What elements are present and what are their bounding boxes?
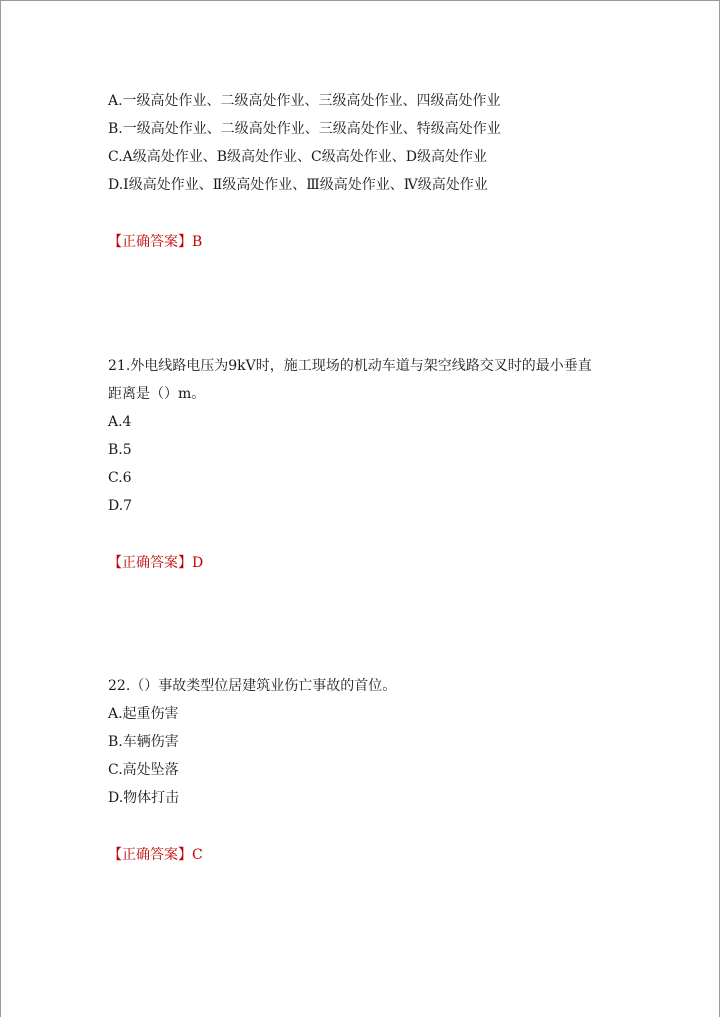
- q20-option-c: C.A级高处作业、B级高处作业、C级高处作业、D级高处作业: [108, 149, 487, 165]
- q20-answer-value: B: [192, 234, 203, 250]
- q20-option-d: D.Ⅰ级高处作业、Ⅱ级高处作业、Ⅲ级高处作业、Ⅳ级高处作业: [108, 177, 488, 193]
- q22-option-a: A.起重伤害: [108, 706, 179, 722]
- q22-stem: 22.（）事故类型位居建筑业伤亡事故的首位。: [108, 678, 397, 694]
- q20-option-b: B.一级高处作业、二级高处作业、三级高处作业、特级高处作业: [108, 121, 501, 137]
- q20-option-a: A.一级高处作业、二级高处作业、三级高处作业、四级高处作业: [108, 93, 501, 109]
- q21-answer-value: D: [192, 555, 204, 571]
- q22-option-b: B.车辆伤害: [108, 734, 179, 750]
- q22-option-d: D.物体打击: [108, 790, 180, 806]
- q22-answer: [108, 845, 203, 865]
- q20-answer: [108, 232, 202, 252]
- q21-option-a: A.4: [108, 414, 132, 430]
- q21-stem-line1: 21.外电线路电压为9kV时，施工现场的机动车道与架空线路交叉时的最小垂直: [108, 358, 592, 374]
- q21-answer: [108, 553, 203, 573]
- q20-answer-label: 【正确答案】: [108, 234, 192, 250]
- q22-answer-label: 【正确答案】: [108, 847, 192, 863]
- q21-stem-line2: 距离是（）m。: [108, 386, 206, 402]
- q21-answer-label: 【正确答案】: [108, 555, 192, 571]
- q22-option-c: C.高处坠落: [108, 762, 179, 778]
- q21-option-c: C.6: [108, 470, 132, 486]
- q21-option-b: B.5: [108, 442, 132, 458]
- q22-answer-value: C: [192, 847, 203, 863]
- q21-option-d: D.7: [108, 498, 133, 514]
